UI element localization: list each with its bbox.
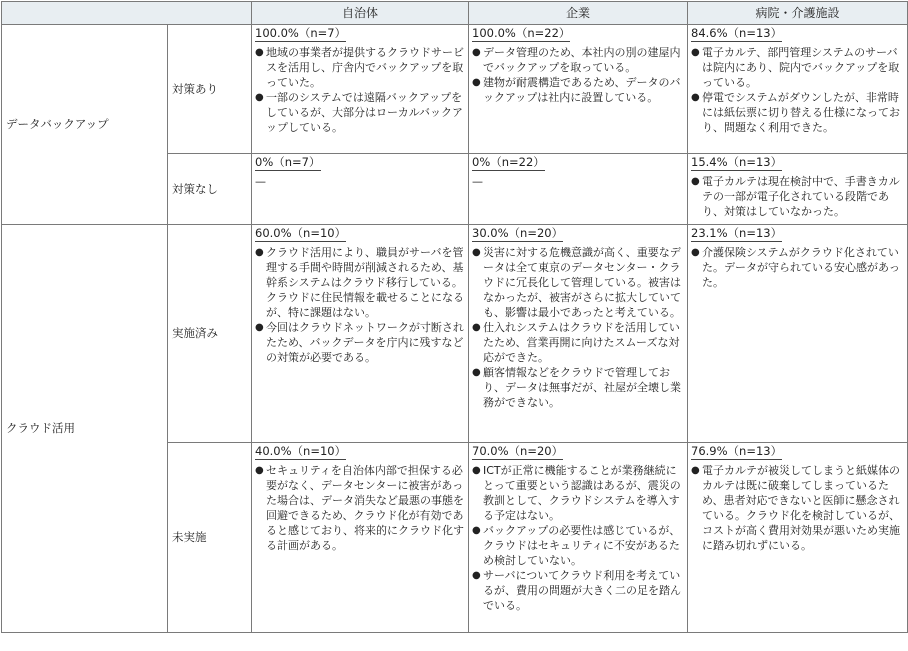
list-item — [255, 463, 465, 553]
bullet-icon: ● — [472, 77, 481, 88]
stat-value: 15.4%（n=13） — [691, 155, 783, 169]
stat-value: 100.0%（n=7） — [255, 26, 347, 40]
list-item — [691, 174, 904, 219]
subcategory-label: 対策あり — [168, 25, 252, 154]
bullet-icon: ● — [255, 322, 264, 333]
list-item — [472, 245, 684, 320]
list-item-text: クラウド活用により、職員がサーバを管理する手間や時間が削減されるため、基幹系システムはクラウド移行している。クラウドに住民情報を載せることになるが、特に課題はない。 — [266, 246, 464, 319]
cell-hospital — [688, 443, 908, 633]
bullet-icon: ● — [255, 47, 264, 58]
stat-value: 70.0%（n=20） — [472, 444, 564, 458]
cell-municipality — [252, 154, 469, 225]
list-item-text: 建物が耐震構造であるため、データのバックアップは社内に設置している。 — [483, 76, 681, 104]
stat-value: 84.6%（n=13） — [691, 26, 783, 40]
list-item — [472, 365, 684, 410]
list-item-text: 電子カルテ、部門管理システムのサーバは院内にあり、院内でバックアップを取っている。 — [702, 46, 900, 89]
header-row — [2, 2, 908, 25]
list-item — [472, 523, 684, 568]
list-item — [472, 320, 684, 365]
header-company: 企業 — [469, 2, 688, 25]
bullet-icon: ● — [472, 465, 481, 476]
list-item — [472, 45, 684, 75]
stat-value: 23.1%（n=13） — [691, 226, 783, 240]
bullet-icon: ● — [691, 92, 700, 103]
list-item-text: 顧客情報などをクラウドで管理しており、データは無事だが、社屋が全壊し業務ができない。 — [483, 366, 681, 409]
bullet-icon: ● — [255, 465, 264, 476]
list-item — [472, 463, 684, 523]
list-item-text: 一部のシステムでは遠隔バックアップをしているが、大部分はローカルバックアップしている。 — [266, 91, 464, 134]
list-item-text: 停電でシステムがダウンしたが、非常時には紙伝票に切り替える仕様になっており、問題なく利用できた。 — [702, 91, 900, 134]
subcategory-label: 実施済み — [168, 225, 252, 443]
list-item-text: 電子カルテは現在検討中で、手書きカルテの一部が電子化されている段階であり、対策はしていなかった。 — [702, 175, 900, 218]
cell-hospital — [688, 225, 908, 443]
list-item-text: 仕入れシステムはクラウドを活用していたため、営業再開に向けたスムーズな対応ができた。 — [483, 321, 680, 364]
stat-value: 30.0%（n=20） — [472, 226, 564, 240]
cell-hospital — [688, 154, 908, 225]
list-item — [472, 568, 684, 613]
list-item-text: 地域の事業者が提供するクラウドサービスを活用し、庁舎内でバックアップを取っていた。 — [266, 46, 464, 89]
list-item — [255, 320, 465, 365]
list-item-text: セキュリティを自治体内部で担保する必要がなく、データセンターに被害があった場合は、データ消失など最悪の事態を回避できるため、クラウド化が有効であると感じており、将来的にクラウド化する計画がある。 — [266, 464, 464, 552]
bullet-icon: ● — [691, 47, 700, 58]
list-item — [255, 90, 465, 135]
stat-value: 76.9%（n=13） — [691, 444, 783, 458]
bullet-icon: ● — [472, 47, 481, 58]
list-item — [691, 45, 904, 90]
list-item-text: 災害に対する危機意識が高く、重要なデータは全て東京のデータセンター・クラウドに冗長化して管理している。被害はなかったが、被害がさらに拡大していても、影響は最小であったと考えている。 — [483, 246, 681, 319]
list-item — [255, 45, 465, 90]
bullet-icon: ● — [472, 570, 481, 581]
bullet-icon: ● — [691, 465, 700, 476]
header-hospital: 病院・介護施設 — [688, 2, 908, 25]
bullet-icon: ● — [472, 525, 481, 536]
cell-company — [469, 25, 688, 154]
list-item — [691, 463, 904, 553]
subcategory-label: 未実施 — [168, 443, 252, 633]
stat-value: 40.0%（n=10） — [255, 444, 347, 458]
stat-value: 100.0%（n=22） — [472, 26, 571, 40]
category-label: データバックアップ — [2, 25, 168, 225]
cell-municipality — [252, 225, 469, 443]
bullet-icon: ● — [691, 176, 700, 187]
cell-company — [469, 225, 688, 443]
category-label: クラウド活用 — [2, 225, 168, 633]
cell-municipality — [252, 443, 469, 633]
bullet-icon: ● — [472, 367, 481, 378]
bullet-icon: ● — [472, 247, 481, 258]
list-item-text: バックアップの必要性は感じているが、クラウドはセキュリティに不安があるため検討していない。 — [483, 524, 681, 567]
cell-company — [469, 154, 688, 225]
stat-value: 0%（n=22） — [472, 155, 545, 169]
header-corner — [2, 2, 252, 25]
empty-dash: — — [255, 175, 266, 188]
list-item-text: ICTが正常に機能することが業務継続にとって重要という認識はあるが、震災の教訓として、クラウドシステムを導入する予定はない。 — [483, 464, 681, 522]
list-item-text: データ管理のため、本社内の別の建屋内でバックアップを取っている。 — [483, 46, 681, 74]
list-item-text: 今回はクラウドネットワークが寸断されたため、バックデータを庁内に残すなどの対策が必要である。 — [266, 321, 464, 364]
list-item-text: 電子カルテが被災してしまうと紙媒体のカルテは既に破棄してしまっているため、患者対応できないと医師に懸念されている。クラウド化を検討しているが、コストが高く費用対効果が悪いため実施に踏み切れずにいる。 — [702, 464, 900, 552]
bullet-icon: ● — [255, 92, 264, 103]
table-row — [2, 225, 908, 443]
cell-municipality — [252, 25, 469, 154]
list-item — [472, 75, 684, 105]
empty-dash: — — [472, 175, 483, 188]
cell-company — [469, 443, 688, 633]
comparison-table — [1, 1, 908, 633]
table-row — [2, 25, 908, 154]
list-item — [691, 245, 904, 290]
list-item — [691, 90, 904, 135]
bullet-icon: ● — [255, 247, 264, 258]
list-item-text: 介護保険システムがクラウド化されていた。データが守られている安心感があった。 — [702, 246, 900, 289]
list-item-text: サーバについてクラウド利用を考えているが、費用の問題が大きく二の足を踏んでいる。 — [483, 569, 681, 612]
cell-hospital — [688, 25, 908, 154]
list-item — [255, 245, 465, 320]
subcategory-label: 対策なし — [168, 154, 252, 225]
stat-value: 0%（n=7） — [255, 155, 321, 169]
stat-value: 60.0%（n=10） — [255, 226, 347, 240]
bullet-icon: ● — [472, 322, 481, 333]
header-municipality: 自治体 — [252, 2, 469, 25]
bullet-icon: ● — [691, 247, 700, 258]
